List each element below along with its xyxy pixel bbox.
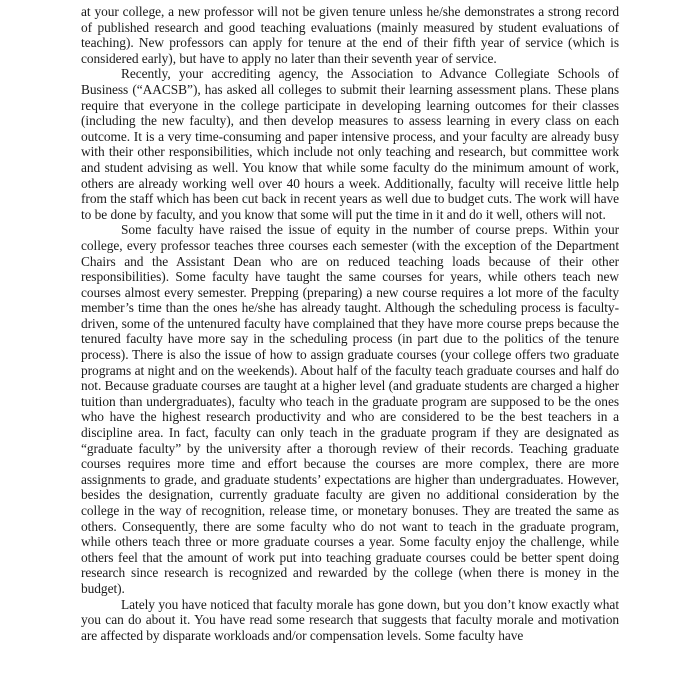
paragraph-aacsb-assessment: Recently, your accrediting agency, the Association to Advance Collegiate Schools of Business (“AACSB”), has asked all colleges to submit their learning assessment plans. These plans require that everyone in the college participate in developing learning outcomes for their classes (including the new faculty), and then develop measures to assess learning in every class on each outcome. It is a very time-consuming and paper intensive process, and your faculty are already busy with their other responsibilities, which include not only teaching and research, but committee work and student advising as well. You know that while some faculty do the minimum amount of work, others are already working well over 40 hours a week. Additionally, faculty will receive little help from the staff which has been cut back in recent years as well due to budget cuts. The work will have to be done by faculty, and you know that some will put the time in it and do it well, others will not. xyxy=(81,66,619,222)
paragraph-tenure: at your college, a new professor will not be given tenure unless he/she demonstrates a strong record of published research and good teaching evaluations (mainly measured by student evaluations of teaching). New professors can apply for tenure at the end of their fifth year of service (which is considered early), but have to apply no later than their seventh year of service. xyxy=(81,4,619,66)
paragraph-faculty-morale: Lately you have noticed that faculty morale has gone down, but you don’t know exactly what you can do about it. You have read some research that suggests that faculty morale and motivation are affected by disparate workloads and/or compensation levels. Some faculty have xyxy=(81,596,619,643)
paragraph-course-preps: Some faculty have raised the issue of equity in the number of course preps. Within your college, every professor teaches three courses each semester (with the exception of the Department Chairs and the Assistant Dean who are on reduced teaching loads because of their other responsibilities). Some faculty have taught the same courses for years, while others teach new courses almost every semester. Prepping (preparing) a new course requires a lot more of the faculty member’s time than the ones he/she has already taught. Although the scheduling process is faculty-driven, some of the untenured faculty have complained that they have more course preps because the tenured faculty have more say in the scheduling process (in part due to the politics of the tenure process). There is also the issue of how to assign graduate courses (your college offers two graduate programs at night and on the weekends). About half of the faculty teach graduate courses and half do not. Because graduate courses are taught at a higher level (and graduate students are charged a higher tuition than undergraduates), faculty who teach in the graduate program are supposed to be the ones who have the highest research productivity and who are considered to be the best teachers in a discipline area. In fact, faculty can only teach in the graduate program if they are designated as “graduate faculty” by the university after a thorough review of their records. Teaching graduate courses requires more time and effort because the courses are more complex, there are more assignments to grade, and graduate students’ expectations are higher than undergraduates. However, besides the designation, currently graduate faculty are given no additional consideration by the college in the way of recognition, release time, or monetary bonuses. They are treated the same as others. Consequently, there are some faculty who do not want to teach in the graduate program, while others teach three or more graduate courses a year. Some faculty enjoy the challenge, while others feel that the amount of work put into teaching graduate courses could be better spent doing research since research is recognized and rewarded by the college (when there is money in the budget). xyxy=(81,222,619,596)
document-page xyxy=(81,4,619,643)
